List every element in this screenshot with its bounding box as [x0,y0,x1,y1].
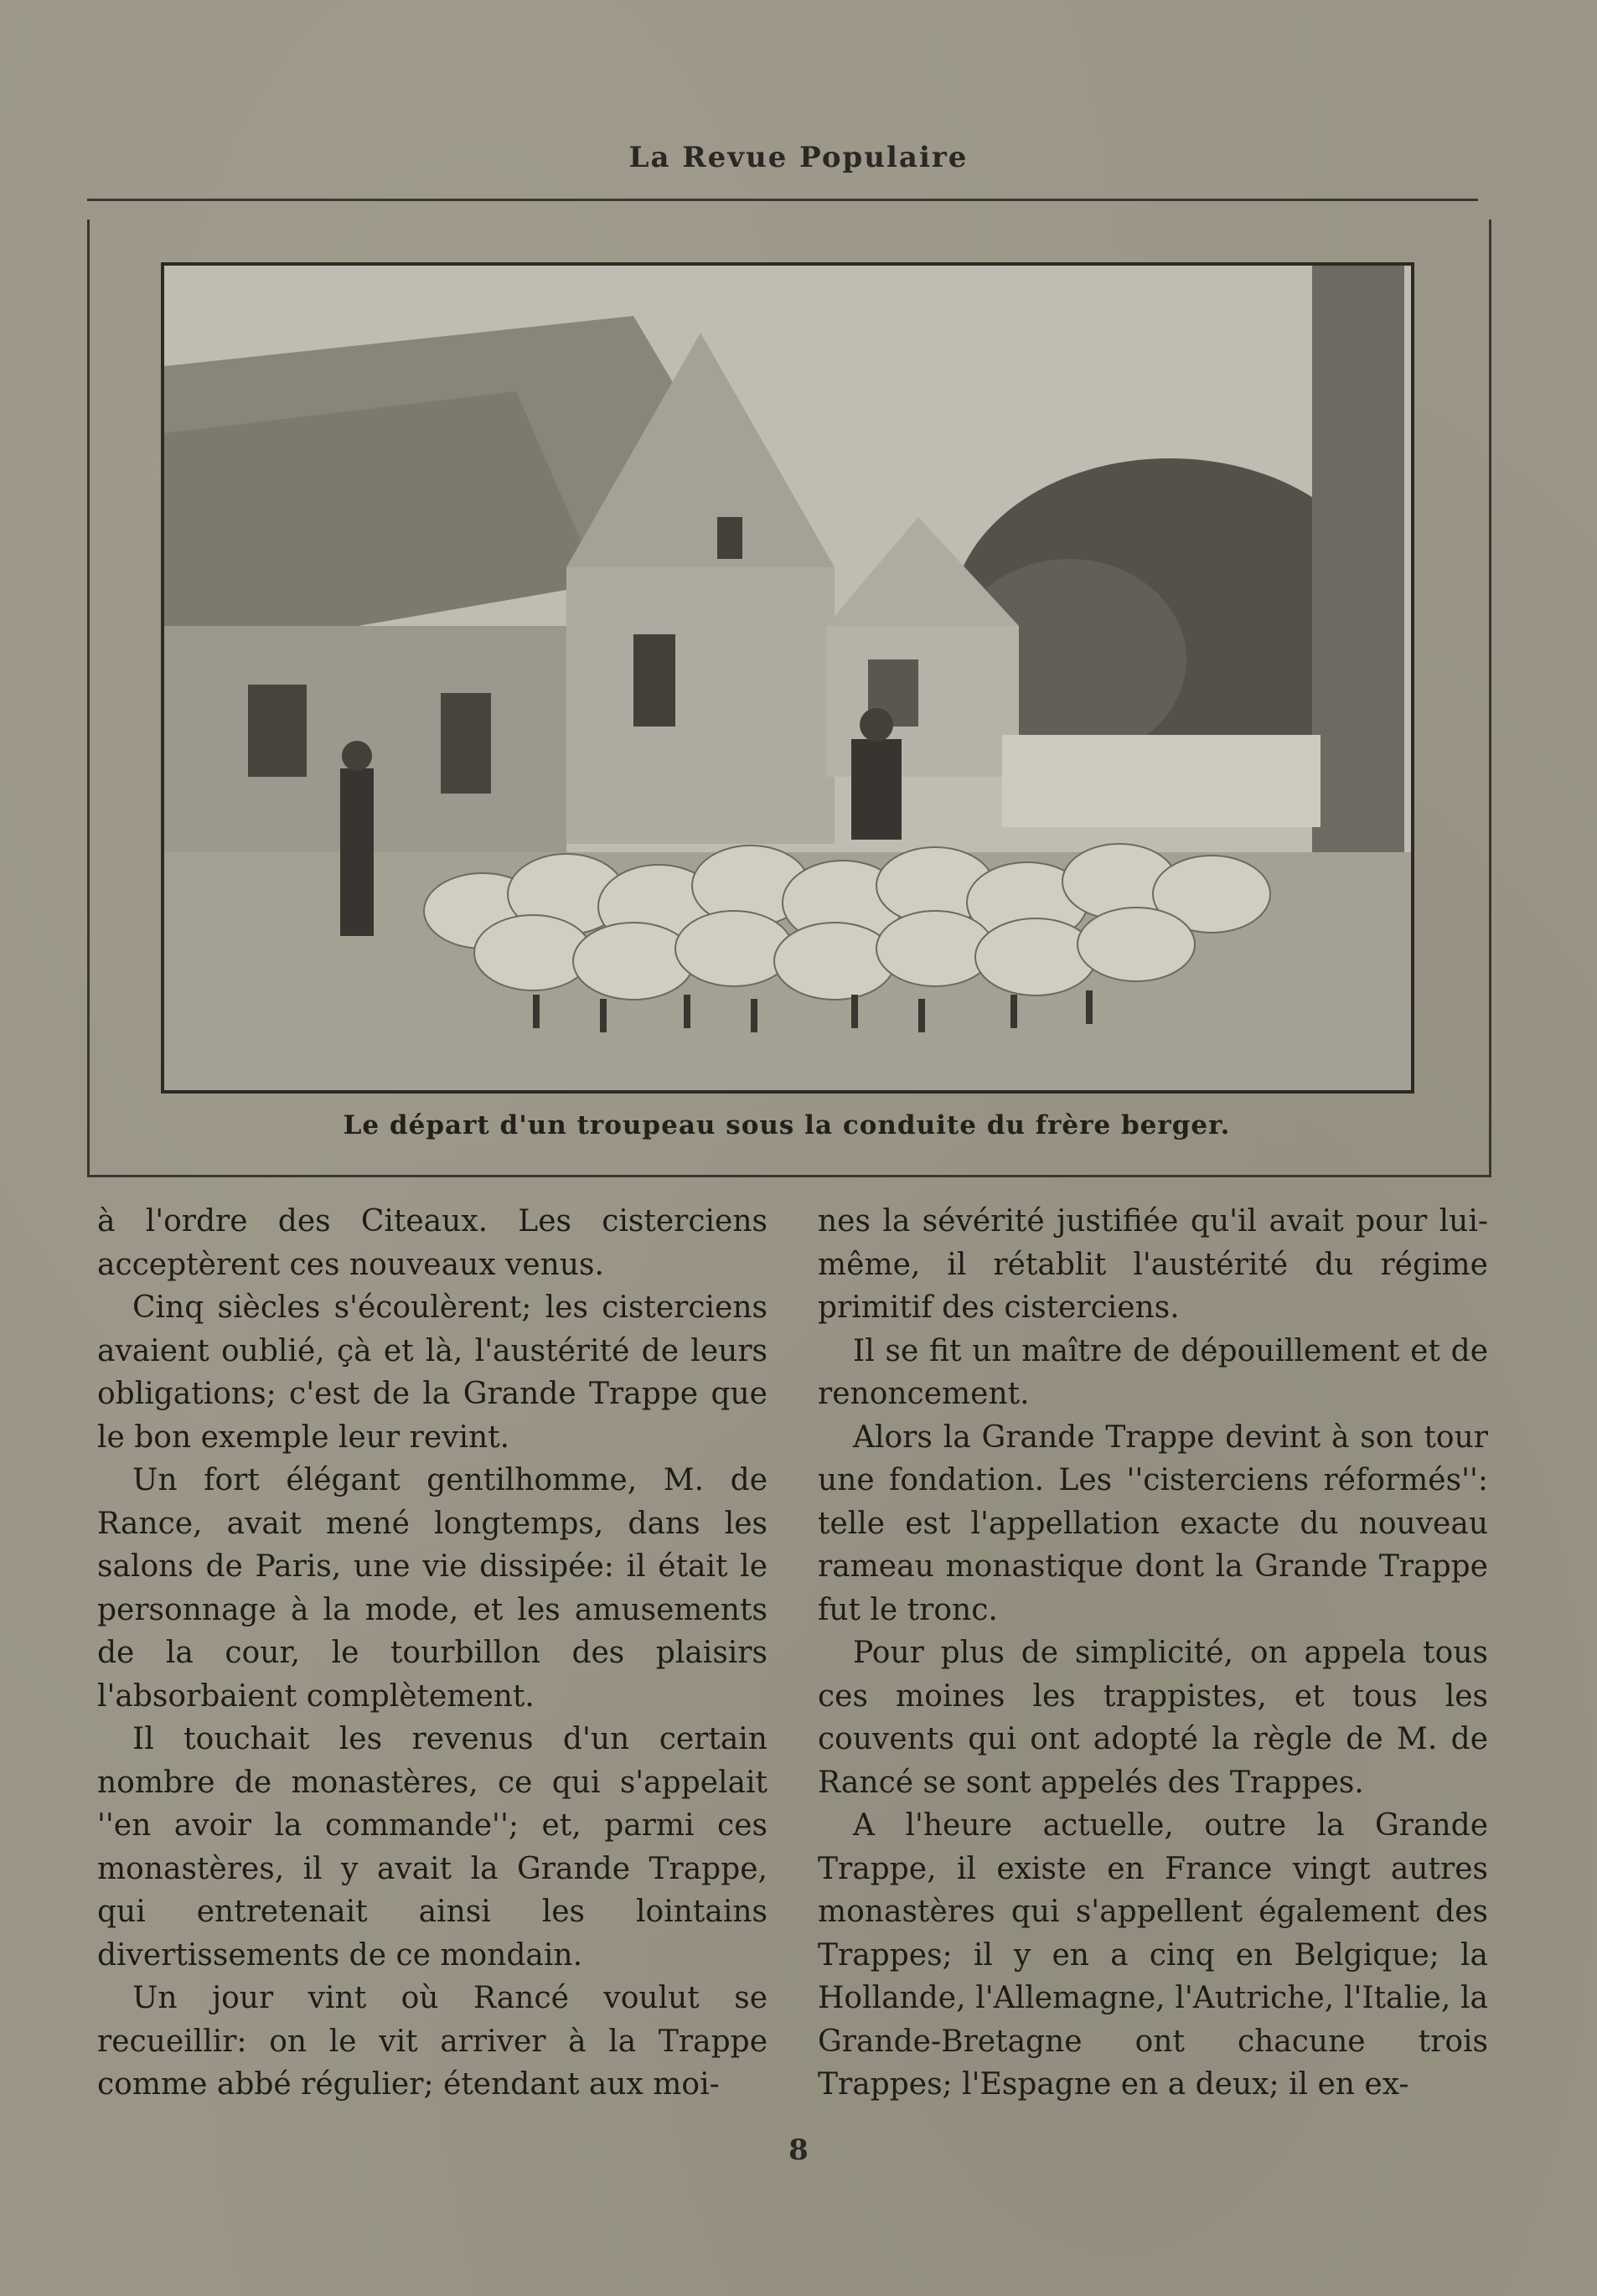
right-column [818,1200,1488,2107]
running-title: La Revue Populaire [628,141,969,174]
paragraph: Un fort élégant gentilhomme, M. de Rance, avait mené longtemps, dans les salons de Paris, une vie dissipée: il était le personnage à la mode, et les amusements de la cour, le tourbillon des plaisirs l'absorbaient complètement. [97,1463,767,1714]
figure-caption: Le départ d'un troupeau sous la conduite du frère berger. [343,1110,1231,1140]
page-number: 8 [788,2133,809,2167]
paragraph: nes la sévérité justifiée qu'il avait pour lui-même, il rétablit l'austérité du régime primitif des cisterciens. [818,1204,1488,1325]
header-rule [87,199,1478,201]
paragraph: A l'heure actuelle, outre la Grande Trappe, il existe en France vingt autres monastères qui s'appellent également des Trappes; il y en a cinq en Belgique; la Hollande, l'Allemagne, l'Autriche, l'Italie, la Grande-Bretagne ont chacune trois Trappes; l'Espagne en a deux; il en ex- [818,1808,1488,2102]
paragraph: à l'ordre des Citeaux. Les cisterciens acceptèrent ces nouveaux venus. [97,1204,767,1282]
paragraph: Cinq siècles s'écoulèrent; les cisterciens avaient oublié, çà et là, l'austérité de leurs obligations; c'est de la Grande Trappe que le bon exemple leur revint. [97,1290,767,1455]
paragraph: Il touchait les revenus d'un certain nombre de monastères, ce qui s'appelait ''en avoir la commande''; et, parmi ces monastères, il y avait la Grande Trappe, qui entretenait ainsi les lointains divertissements de ce mondain. [97,1722,767,1973]
paragraph: Un jour vint où Rancé voulut se recueillir: on le vit arriver à la Trappe comme abbé régulier; étendant aux moi- [97,1981,767,2102]
sheep-flock-photograph [161,262,1414,1094]
paragraph: Pour plus de simplicité, on appela tous ces moines les trappistes, et tous les couvents qui ont adopté la règle de M. de Rancé se sont appelés des Trappes. [818,1636,1488,1800]
photo-illustration [164,266,1411,1090]
paragraph: Alors la Grande Trappe devint à son tour une fondation. Les ''cisterciens réformés'': telle est l'appellation exacte du nouveau rameau monastique dont la Grande Trappe fut le tronc. [818,1419,1488,1627]
paragraph: Il se fit un maître de dépouillement et de renoncement. [818,1333,1488,1411]
left-column [97,1200,767,2107]
